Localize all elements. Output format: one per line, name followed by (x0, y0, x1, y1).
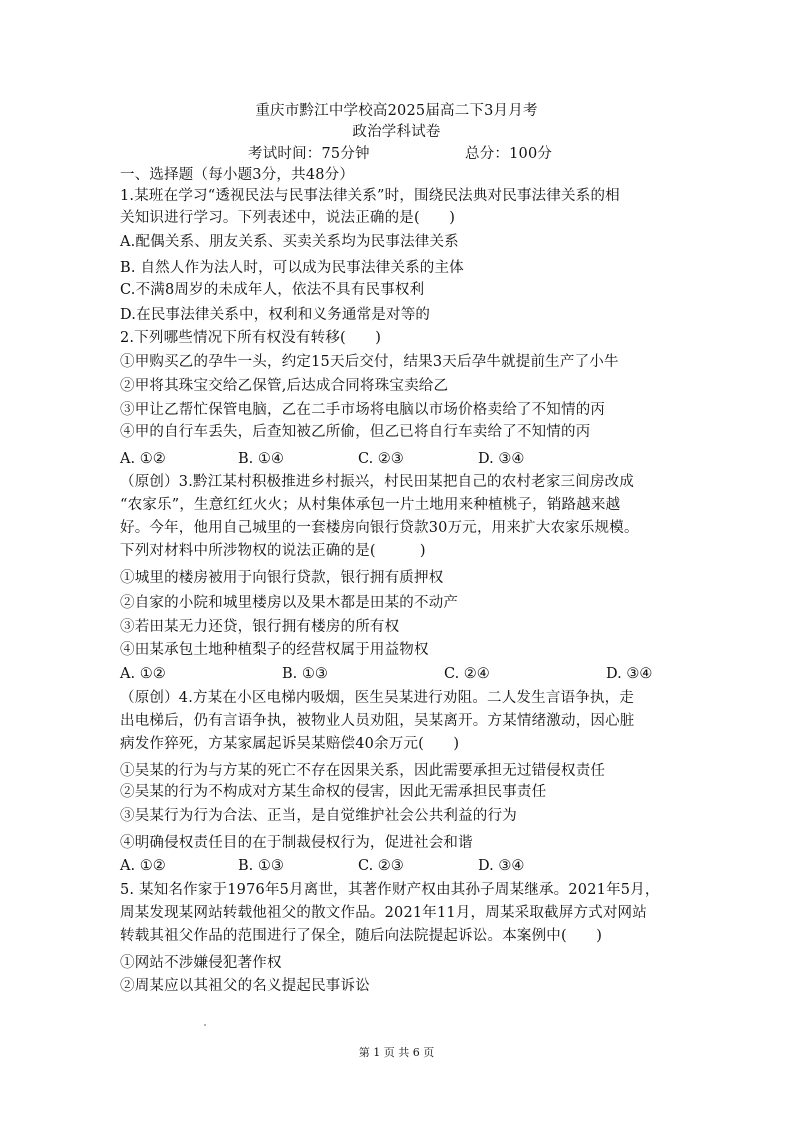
q2-statement-1: ①甲购买乙的孕牛一头，约定15天后交付，结果3天后孕牛就提前生产了小牛 (120, 354, 619, 370)
q5-statement-1: ①网站不涉嫌侵犯著作权 (120, 955, 282, 971)
q2-statement-2: ②甲将其珠宝交给乙保管,后达成合同将珠宝卖给乙 (120, 378, 449, 394)
q4-choice-d: D. ③④ (478, 858, 525, 874)
q4-statement-2: ②吴某的行为不构成对方某生命权的侵害，因此无需承担民事责任 (120, 784, 547, 800)
q4-statement-3: ③吴某行为行为合法、正当，是自觉维护社会公共利益的行为 (120, 808, 517, 824)
q4-stem-line2: 出电梯后，仍有言语争执，被物业人员劝阻，吴某离开。方某情绪激动，因心脏 (120, 713, 635, 729)
q4-choice-a: A. ①② (120, 858, 166, 874)
q3-stem-line4: 下列对材料中所涉物权的说法正确的是( ) (120, 543, 426, 559)
q3-statement-4: ④田某承包土地种植梨子的经营权属于用益物权 (120, 642, 429, 658)
q3-statement-2: ②自家的小院和城里楼房以及果木都是田某的不动产 (120, 595, 459, 611)
q2-statement-3: ③甲让乙帮忙保管电脑，乙在二手市场将电脑以市场价格卖给了不知情的丙 (120, 402, 606, 418)
q1-option-b: B. 自然人作为法人时，可以成为民事法律关系的主体 (120, 260, 464, 276)
q4-stem-line1: （原创）4.方某在小区电梯内吸烟，医生吴某进行劝阻。二人发生言语争执，走 (120, 690, 635, 706)
q1-stem-line2: 关知识进行学习。下列表述中，说法正确的是( ) (120, 210, 456, 226)
section-heading: 一、选择题（每小题3分，共48分） (120, 167, 355, 183)
q3-choice-c: C. ②④ (444, 666, 490, 682)
q1-stem-line1: 1.某班在学习“透视民法与民事法律关系”时，围绕民法典对民事法律关系的相 (120, 188, 620, 204)
exam-subject: 政治学科试卷 (352, 124, 441, 140)
q2-choice-d: D. ③④ (478, 451, 525, 467)
scan-speck (204, 1024, 206, 1026)
exam-score: 总分：100分 (465, 146, 553, 162)
q5-stem-line3: 转载其祖父作品的范围进行了保全，随后向法院提起诉讼。本案例中( ) (120, 928, 603, 944)
q4-choice-b: B. ①③ (238, 858, 284, 874)
q3-choice-a: A. ①② (120, 666, 166, 682)
q1-option-a: A.配偶关系、朋友关系、买卖关系均为民事法律关系 (120, 234, 459, 250)
q2-choice-c: C. ②③ (358, 451, 404, 467)
q5-stem-line1: 5. 某知名作家于1976年5月离世，其著作财产权由其孙子周某继承。2021年5月， (120, 882, 660, 898)
q4-statement-1: ①吴某的行为与方某的死亡不存在因果关系，因此需要承担无过错侵权责任 (120, 763, 606, 779)
q1-option-c: C.不满8周岁的未成年人，依法不具有民事权利 (120, 282, 425, 298)
q3-stem-line1: （原创）3.黔江某村积极推进乡村振兴，村民田某把自己的农村老家三间房改成 (120, 474, 635, 490)
q4-choice-c: C. ②③ (358, 858, 404, 874)
q2-choice-b: B. ①④ (238, 451, 284, 467)
q3-choice-b: B. ①③ (282, 666, 328, 682)
q4-statement-4: ④明确侵权责任目的在于制裁侵权行为，促进社会和谐 (120, 835, 473, 851)
q3-stem-line2: “农家乐”，生意红红火火；从村集体承包一片土地用来种植桃子，销路越来越 (120, 497, 621, 513)
q2-stem: 2.下列哪些情况下所有权没有转移( ) (120, 330, 382, 346)
q1-option-d: D.在民事法律关系中，权利和义务通常是对等的 (120, 307, 431, 323)
q2-statement-4: ④甲的自行车丢失，后查知被乙所偷，但乙已将自行车卖给了不知情的丙 (120, 424, 591, 440)
q2-choice-a: A. ①② (120, 451, 166, 467)
q5-stem-line2: 周某发现某网站转载他祖父的散文作品。2021年11月，周某采取截屏方式对网站 (120, 905, 647, 921)
exam-time: 考试时间：75分钟 (248, 146, 370, 162)
q3-choice-d: D. ③④ (606, 666, 653, 682)
q3-statement-1: ①城里的楼房被用于向银行贷款，银行拥有质押权 (120, 570, 444, 586)
page-footer: 第 1 页 共 6 页 (358, 1046, 435, 1059)
q4-stem-line3: 病发作猝死，方某家属起诉吴某赔偿40余万元( ) (120, 736, 460, 752)
q5-statement-2: ②周某应以其祖父的名义提起民事诉讼 (120, 978, 370, 994)
q3-stem-line3: 好。今年，他用自己城里的一套楼房向银行贷款30万元，用来扩大农家乐规模。 (120, 520, 639, 536)
exam-title: 重庆市黔江中学校高2025届高二下3月月考 (255, 103, 538, 119)
q3-statement-3: ③若田某无力还贷，银行拥有楼房的所有权 (120, 619, 400, 635)
